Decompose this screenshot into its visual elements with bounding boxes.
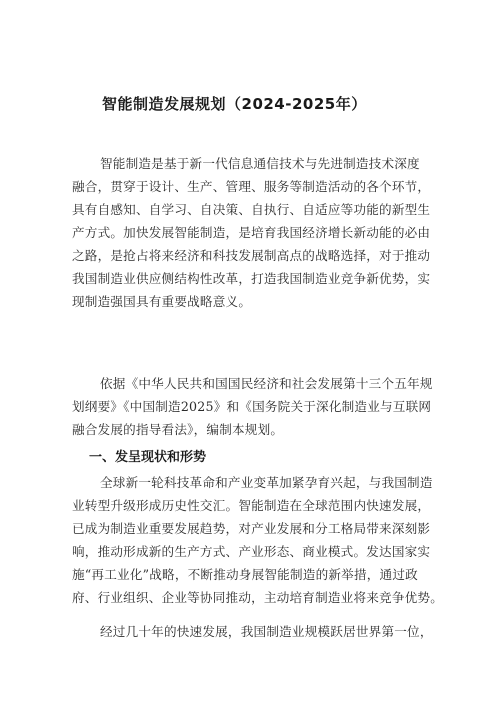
status-paragraph [72,471,444,609]
paragraph-line: 业转型升级形成历史性交汇。智能制造在全球范围内快速发展， [72,498,431,513]
paragraph-line: 产方式。加快发展智能制造，是培育我国经济增长新动能的必由 [72,225,431,240]
intro-paragraph [72,152,430,313]
paragraph-line: 响，推动形成新的生产方式、产业形态、商业模式。发达国家实 [72,544,431,559]
document-title: 智能制造发展规划（2024-2025年） [102,95,367,113]
paragraph-line: 我国制造业供应侧结构性改革，打造我国制造业竞争新优势，实 [72,271,431,286]
paragraph-line: 府、行业组织、企业等协同推动，主动培育制造业将来竞争优势。 [72,590,444,605]
development-paragraph [72,620,433,643]
paragraph-line: 划纲要》《中国制造2025》和《国务院关于深化制造业与互联网 [72,399,432,414]
paragraph-line: 现制造强国具有重要战略意义。 [72,294,252,309]
paragraph-line: 经过几十年的快速发展，我国制造业规模跃居世界第一位， [100,624,433,639]
paragraph-line: 融合，贯穿于设计、生产、管理、服务等制造活动的各个环节， [72,179,431,194]
paragraph-line: 之路，是抢占将来经济和科技发展制高点的战略选择，对于推动 [72,248,431,263]
paragraph-line: 融合发展的指导看法》，编制本规划。 [72,422,284,437]
paragraph-line: 具有自感知、自学习、自决策、自执行、自适应等功能的新型生 [72,202,431,217]
paragraph-line: 智能制造是基于新一代信息通信技术与先进制造技术深度 [100,156,420,171]
section-heading: 一、发呈现状和形势 [89,450,207,465]
basis-paragraph [72,372,433,441]
paragraph-line: 依据《中华人民共和国国民经济和社会发展第十三个五年规 [100,376,433,391]
paragraph-line: 全球新一轮科技革命和产业变革加紧孕育兴起，与我国制造 [100,475,433,490]
paragraph-line: 已成为制造业重要发展趋势，对产业发展和分工格局带来深刻影 [72,521,431,536]
paragraph-line: 施“再工业化”战略，不断推动身展智能制造的新举措，通过政 [72,567,418,582]
